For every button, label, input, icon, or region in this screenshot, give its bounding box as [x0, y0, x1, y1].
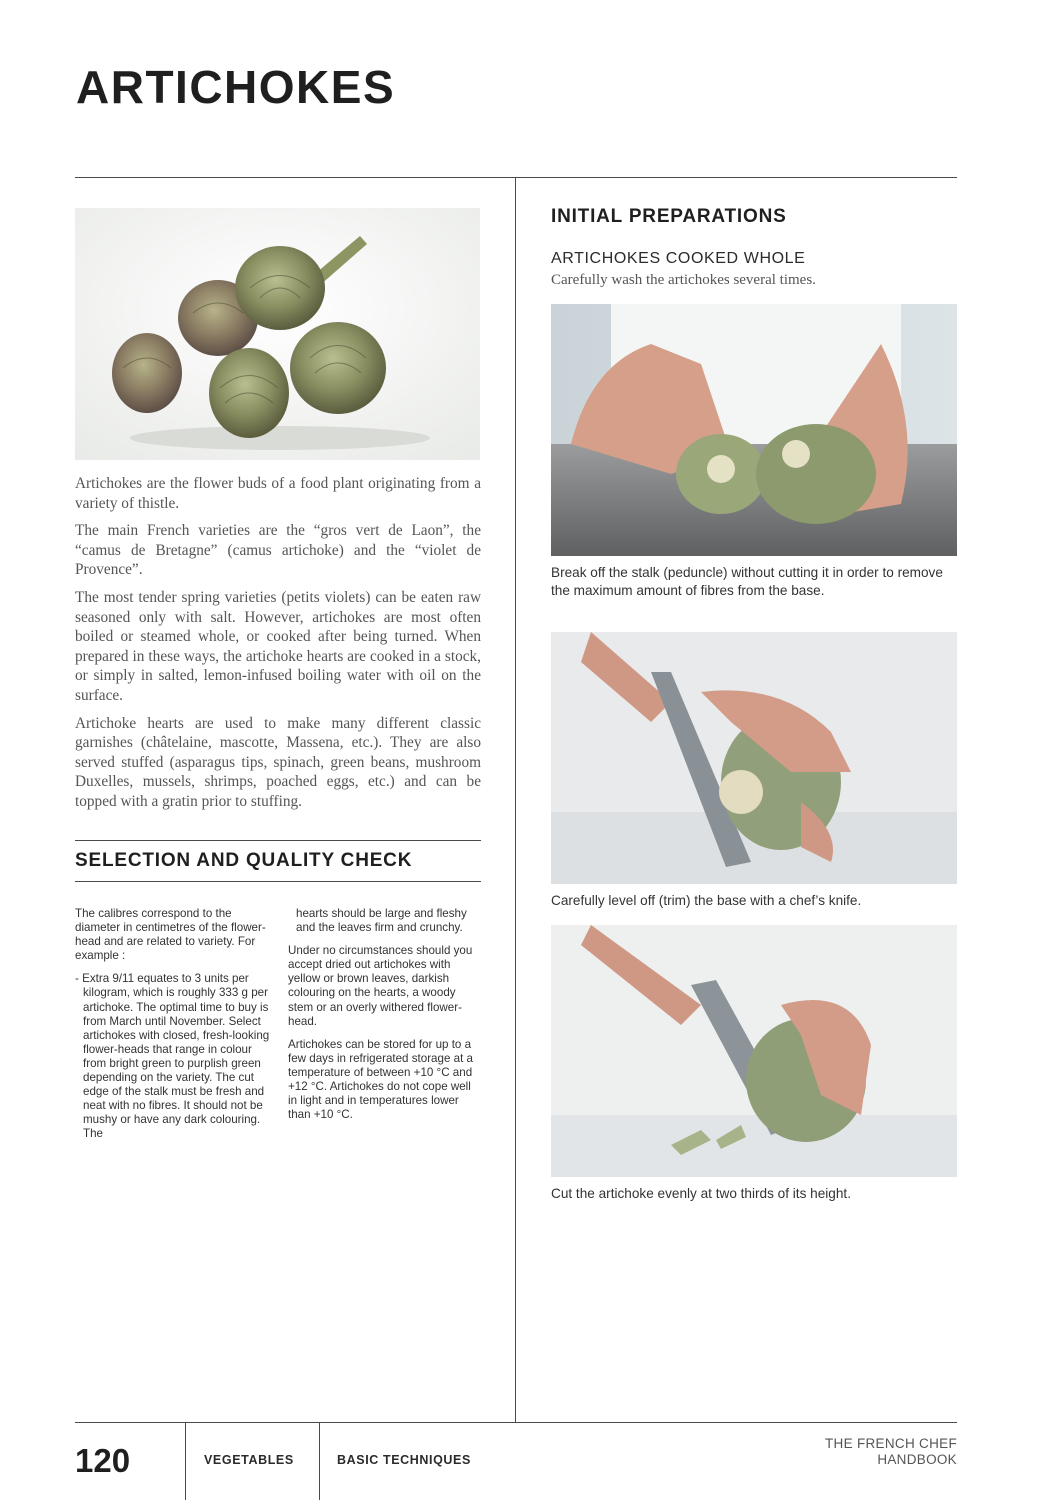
book-title: [825, 1436, 957, 1468]
step-caption: Carefully level off (trim) the base with a chef’s knife.: [551, 893, 862, 908]
page-title: ARTICHOKES: [76, 61, 396, 113]
page-number: 120: [75, 1442, 131, 1479]
book-title-line: THE FRENCH CHEF: [825, 1436, 957, 1451]
step-caption: Break off the stalk (peduncle) without cutting it in order to remove the maximum amount of fibres from the base.: [551, 565, 943, 598]
footer-divider: [319, 1422, 320, 1500]
book-title-line: HANDBOOK: [877, 1452, 957, 1467]
footer-section: VEGETABLES: [204, 1453, 294, 1467]
selection-heading: SELECTION AND QUALITY CHECK: [75, 850, 413, 871]
preparations-subtext: Carefully wash the artichokes several times.: [551, 272, 816, 288]
intro-paragraph: The main French varieties are the “gros vert de Laon”, the “camus de Bretagne” (camus artichoke) and the “violet de Provence”.: [75, 522, 481, 579]
selection-paragraph: The calibres correspond to the diameter in centimetres of the flower-head and are related to variety. For example :: [75, 907, 266, 963]
intro-paragraph: The most tender spring varieties (petits violets) can be eaten raw seasoned only with salt. However, artichokes are most often boiled or steamed whole, or cooked after being turned. When prepared in these ways, the artichoke hearts are cooked in a stock, or simply in salted, lemon-infused boiling water with oil on the surface.: [75, 588, 481, 704]
selection-column-1: [75, 907, 270, 1151]
step-photo-break-stalk: [551, 304, 957, 556]
column-divider: [515, 177, 516, 1422]
selection-paragraph: Under no circumstances should you accept dried out artichokes with yellow or brown leaves, darkish colouring on the hearts, a woody stem or an overly withered flower-head.: [288, 944, 473, 1028]
step-photo-cut-height: [551, 925, 957, 1177]
step-caption: Cut the artichoke evenly at two thirds of its height.: [551, 1186, 851, 1201]
footer-rule: [75, 1422, 957, 1423]
selection-column-2: [288, 907, 482, 1131]
footer-subsection: BASIC TECHNIQUES: [337, 1453, 471, 1467]
artichokes-photo: [75, 208, 480, 460]
intro-paragraph: Artichokes are the flower buds of a food plant originating from a variety of thistle.: [75, 475, 481, 512]
footer-divider: [185, 1422, 186, 1500]
preparations-subheading: ARTICHOKES COOKED WHOLE: [551, 250, 806, 267]
selection-paragraph: Artichokes can be stored for up to a few days in refrigerated storage at a temperature of between +10 °C and +12 °C. Artichokes do not cope well in light and in temperatures lower than +10 °C.: [288, 1037, 473, 1122]
step-photo-trim-base: [551, 632, 957, 884]
selection-bullet: - Extra 9/11 equates to 3 units per kilogram, which is roughly 333 g per artichoke. The optimal time to buy is from March until November. Select artichokes with closed, fresh-looking flower-heads that range in colour from bright green to purplish green depending on the variety. The cut edge of the stalk must be fresh and neat with no fibres. It should not be mushy or have any dark colouring. The: [75, 972, 270, 1141]
preparations-heading: INITIAL PREPARATIONS: [551, 206, 787, 227]
intro-paragraph: Artichoke hearts are used to make many different classic garnishes (châtelaine, mascotte, Massena, etc.). They are also served stuffed (asparagus tips, spinach, green beans, mushroom Duxelles, mussels, shrimps, poached eggs, etc.) and can be topped with a gratin prior to stuffing.: [75, 714, 481, 810]
selection-bottom-rule: [75, 881, 481, 882]
header-rule: [75, 177, 957, 178]
intro-text: [75, 474, 481, 820]
selection-paragraph: hearts should be large and fleshy and the leaves firm and crunchy.: [296, 907, 467, 935]
selection-top-rule: [75, 840, 481, 841]
